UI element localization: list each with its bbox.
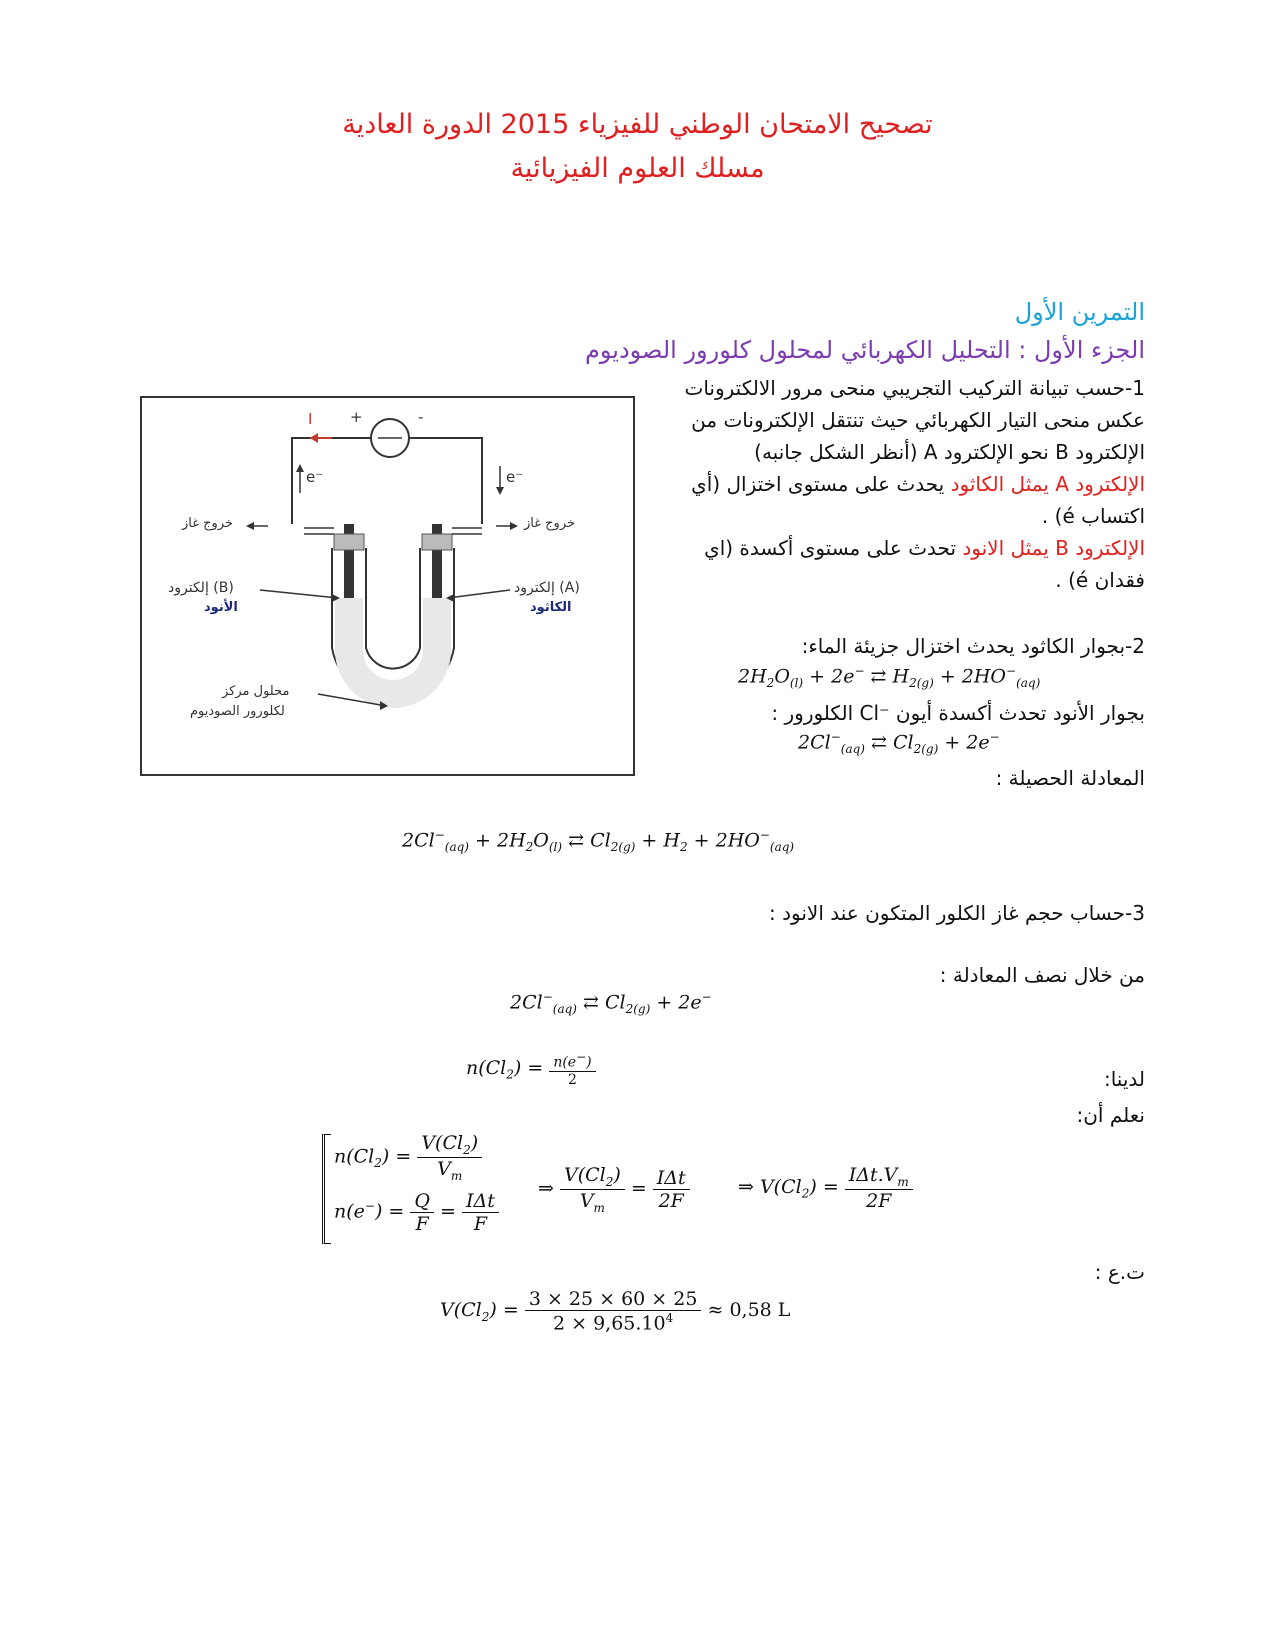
anode-equation: $2Cl^-_{(aq)}$ ⇄ $Cl_{2(g)} + 2e^-$ (798, 730, 1000, 757)
anode-statement: الإلكترود B يمثل الانود (962, 536, 1145, 560)
moles-cl2-equation: $n(Cl_2)$ = $\frac{n(e^-)}{2}$ (466, 1050, 596, 1088)
overall-equation: $2Cl^-_{(aq)} + 2H_2O_{(l)}$ ⇄ $Cl_{2(g)} + H_2 + 2HO^-_{(aq)}$ (402, 828, 795, 855)
solution-label-2: لكلورور الصوديوم (190, 704, 285, 719)
numeric-label: ت.ع : (1094, 1260, 1145, 1284)
q3-line2: من خلال نصف المعادلة : (939, 963, 1145, 987)
cathode-label: الكاثود (530, 600, 572, 615)
we-know-label: نعلم أن: (1076, 1103, 1145, 1127)
electrode-a-label: إلكترود (A) (514, 580, 580, 596)
anode-label: الأنود (204, 600, 238, 615)
anode-explanation: تحدث على مستوى أكسدة (اي (704, 536, 963, 560)
page-subtitle: مسلك العلوم الفيزيائية (510, 153, 765, 184)
q1-line1: 1-حسب تبيانة التركيب التجريبي منحى مرور الالكترونات (684, 376, 1145, 400)
volume-moles-relation: $n(Cl_2)$ = $\frac{V(Cl_2)}{V_m}$ (334, 1132, 482, 1183)
gas-out-left: خروج غاز (182, 516, 234, 531)
system-bracket (322, 1134, 331, 1244)
volume-formula: ⇒ $V(Cl_2)$ = $\frac{I\Delta t.V_m}{2F}$ (738, 1164, 913, 1212)
q1-line2: عكس منحى التيار الكهربائي حيث تنتقل الإلكترونات من (691, 408, 1145, 432)
half-equation: $2Cl^-_{(aq)}$ ⇄ $Cl_{2(g)} + 2e^-$ (510, 990, 712, 1017)
numeric-calculation: $V(Cl_2)$ = $\frac{3 \times 25 \times 60 \times 25}{2 \times 9,65.10^4}$ ≈ 0,58 L (440, 1288, 791, 1335)
derivation-step: ⇒ $\frac{V(Cl_2)}{V_m}$ = $\frac{\text{IΔt}}{2F}$ (538, 1164, 690, 1215)
electron-label-right: e⁻ (506, 468, 524, 486)
q3-line1: 3-حساب حجم غاز الكلور المتكون عند الانود : (769, 901, 1145, 925)
q1-anode-end: فقدان é) . (1055, 568, 1145, 592)
q1-line3: الإلكترود B نحو الإلكترود A (أنظر الشكل جانبه) (754, 440, 1145, 464)
cathode-statement: الإلكترود A يمثل الكاثود (950, 472, 1145, 496)
q2-line3: المعادلة الحصيلة : (995, 766, 1145, 790)
cathode-explanation: يحدث على مستوى اختزال (أي (691, 472, 951, 496)
plus-terminal: + (350, 408, 363, 426)
q1-cathode-end: اكتساب é) . (1041, 504, 1145, 528)
electron-label-left: e⁻ (306, 468, 324, 486)
charge-relation: n(e−) = $\frac{Q}{F}$ = $\frac{\text{IΔt}}{F}$ (334, 1190, 499, 1235)
q1-cathode-line (691, 468, 1145, 500)
part-heading: الجزء الأول : التحليل الكهربائي لمحلول كلورور الصوديوم (585, 336, 1145, 364)
minus-terminal: - (418, 408, 424, 426)
electrode-b-label: إلكترود (B) (168, 580, 234, 596)
solution-label-1: محلول مركز (222, 684, 290, 699)
current-label: I (308, 410, 313, 428)
volume-result: ≈ 0,58 L (707, 1299, 791, 1322)
cathode-equation: $2H_2O_{(l)} + 2e^-$ ⇄ $H_{2(g)} + 2HO^-_{(aq)}$ (738, 664, 1041, 691)
exercise-heading: التمرين الأول (1014, 298, 1145, 326)
we-have-label: لدينا: (1103, 1067, 1145, 1091)
electrolysis-figure (140, 396, 635, 776)
q2-line1: 2-بجوار الكاثود يحدث اختزال جزيئة الماء: (801, 634, 1145, 658)
gas-out-right: خروج غاز (524, 516, 576, 531)
q2-line2: بجوار الأنود تحدث أكسدة أيون ⁻Cl الكلورور : (771, 701, 1145, 725)
q1-anode-line (704, 532, 1145, 564)
page-title: تصحيح الامتحان الوطني للفيزياء 2015 الدورة العادية (342, 109, 933, 140)
